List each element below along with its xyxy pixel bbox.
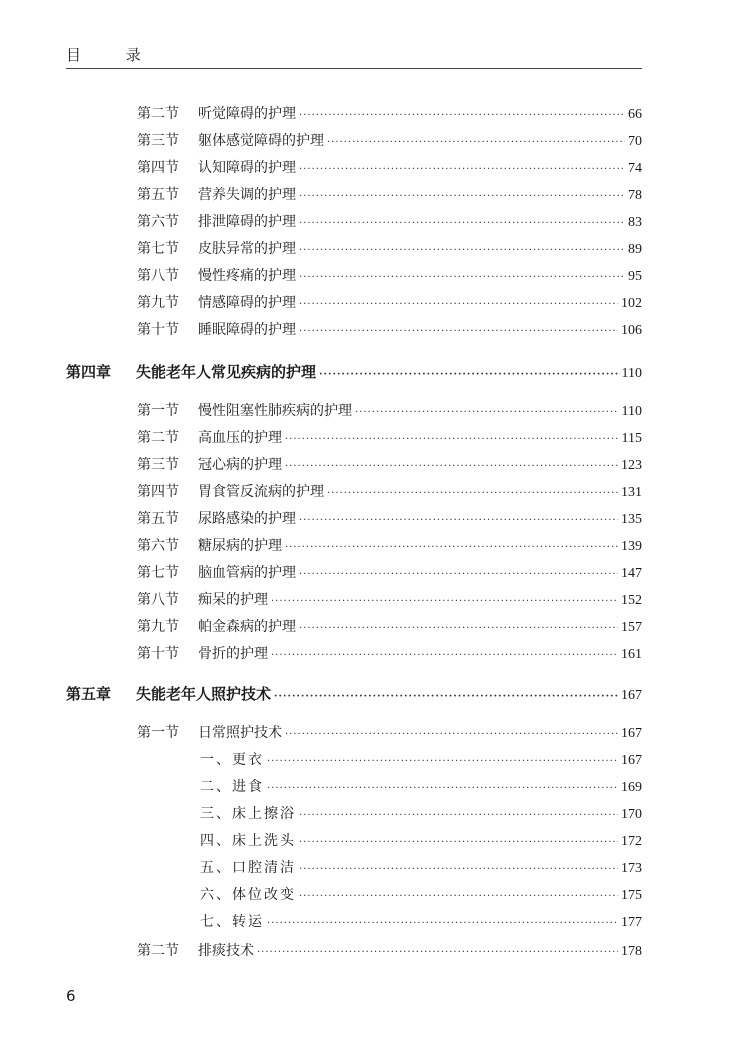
dot-leader: [271, 650, 618, 661]
entry-page-number: 123: [621, 458, 642, 473]
dot-leader: [355, 407, 619, 418]
entry-title: 七、转运: [200, 914, 264, 930]
entry-page-number: 70: [628, 134, 642, 149]
entry-title: 三、床上擦浴: [200, 806, 296, 822]
dot-leader: [299, 864, 618, 875]
entry-label: 第四章: [66, 363, 112, 381]
entry-label: 第七节: [137, 241, 179, 257]
entry-label: 第三节: [137, 457, 179, 473]
entry-page-number: 78: [628, 188, 642, 203]
entry-title: 四、床上洗头: [200, 833, 296, 849]
dot-leader: [299, 623, 618, 634]
dot-leader: [299, 164, 625, 175]
dot-leader: [257, 947, 618, 958]
toc-section-entry[interactable]: [137, 319, 642, 341]
entry-title: 躯体感觉障碍的护理: [198, 133, 324, 149]
entry-label: 第二节: [137, 106, 179, 122]
dot-leader: [299, 326, 618, 337]
dot-leader: [327, 488, 618, 499]
entry-title: 一、更衣: [200, 752, 264, 768]
dot-leader: [299, 299, 618, 310]
entry-page-number: 110: [621, 366, 642, 381]
entry-page-number: 106: [621, 323, 642, 338]
entry-label: 第五章: [66, 685, 112, 703]
toc-section-entry[interactable]: [137, 238, 642, 260]
toc-subsection-entry[interactable]: [200, 884, 642, 906]
entry-page-number: 66: [628, 107, 642, 122]
entry-page-number: 89: [628, 242, 642, 257]
entry-page-number: 152: [621, 593, 642, 608]
dot-leader: [285, 434, 619, 445]
toc-subsection-entry[interactable]: [200, 857, 642, 879]
toc-subsection-entry[interactable]: [200, 749, 642, 771]
dot-leader: [285, 542, 618, 553]
entry-title: 情感障碍的护理: [198, 295, 296, 311]
dot-leader: [299, 110, 625, 121]
entry-label: 第二节: [137, 430, 179, 446]
entry-label: 第九节: [137, 295, 179, 311]
toc-section-entry[interactable]: [137, 184, 642, 206]
toc-section-entry[interactable]: [137, 400, 642, 422]
entry-page-number: 161: [621, 647, 642, 662]
entry-page-number: 178: [621, 944, 642, 959]
entry-page-number: 167: [621, 726, 642, 741]
entry-page-number: 83: [628, 215, 642, 230]
entry-label: 第四节: [137, 160, 179, 176]
entry-label: 第十节: [137, 646, 179, 662]
toc-section-entry[interactable]: [137, 265, 642, 287]
entry-label: 第六节: [137, 214, 179, 230]
entry-page-number: 131: [621, 485, 642, 500]
dot-leader: [274, 691, 618, 702]
header-divider: [66, 68, 642, 69]
dot-leader: [299, 837, 618, 848]
entry-page-number: 167: [621, 753, 642, 768]
toc-section-entry[interactable]: [137, 157, 642, 179]
toc-section-entry[interactable]: [137, 481, 642, 503]
entry-label: 第四节: [137, 484, 179, 500]
toc-section-entry[interactable]: [137, 589, 642, 611]
entry-title: 皮肤异常的护理: [198, 241, 296, 257]
entry-title: 帕金森病的护理: [198, 619, 296, 635]
entry-label: 第三节: [137, 133, 179, 149]
entry-page-number: 135: [621, 512, 642, 527]
entry-title: 胃食管反流病的护理: [198, 484, 324, 500]
dot-leader: [299, 272, 625, 283]
entry-label: 第八节: [137, 268, 179, 284]
toc-section-entry[interactable]: [137, 940, 642, 962]
page-number: 6: [66, 987, 76, 1005]
entry-page-number: 110: [621, 404, 642, 419]
entry-title: 睡眠障碍的护理: [198, 322, 296, 338]
entry-page-number: 173: [621, 861, 642, 876]
entry-title: 失能老年人照护技术: [136, 685, 272, 703]
entry-label: 第十节: [137, 322, 179, 338]
dot-leader: [299, 245, 625, 256]
entry-title: 痴呆的护理: [198, 592, 268, 608]
toc-subsection-entry[interactable]: [200, 830, 642, 852]
toc-section-entry[interactable]: [137, 103, 642, 125]
entry-label: 第九节: [137, 619, 179, 635]
dot-leader: [327, 137, 625, 148]
toc-section-entry[interactable]: [137, 562, 642, 584]
dot-leader: [285, 461, 618, 472]
entry-page-number: 167: [621, 688, 642, 703]
toc-chapter-entry[interactable]: [66, 683, 642, 705]
toc-subsection-entry[interactable]: [200, 911, 642, 933]
toc-section-entry[interactable]: [137, 643, 642, 665]
entry-label: 第七节: [137, 565, 179, 581]
dot-leader: [267, 783, 618, 794]
toc-section-entry[interactable]: [137, 508, 642, 530]
toc-section-entry[interactable]: [137, 722, 642, 744]
entry-label: 第五节: [137, 511, 179, 527]
entry-page-number: 175: [621, 888, 642, 903]
entry-title: 认知障碍的护理: [198, 160, 296, 176]
entry-title: 排痰技术: [198, 943, 254, 959]
entry-label: 第六节: [137, 538, 179, 554]
toc-chapter-entry[interactable]: [66, 361, 642, 383]
entry-page-number: 115: [621, 431, 642, 446]
entry-title: 高血压的护理: [198, 430, 282, 446]
toc-section-entry[interactable]: [137, 211, 642, 233]
entry-title: 慢性疼痛的护理: [198, 268, 296, 284]
entry-title: 失能老年人常见疾病的护理: [136, 363, 317, 381]
entry-label: 第八节: [137, 592, 179, 608]
entry-page-number: 147: [621, 566, 642, 581]
dot-leader: [299, 515, 618, 526]
entry-title: 营养失调的护理: [198, 187, 296, 203]
dot-leader: [299, 218, 625, 229]
entry-page-number: 169: [621, 780, 642, 795]
dot-leader: [267, 756, 618, 767]
entry-title: 六、体位改变: [200, 887, 296, 903]
dot-leader: [299, 810, 618, 821]
toc-section-entry[interactable]: [137, 427, 642, 449]
entry-label: 第五节: [137, 187, 179, 203]
dot-leader: [271, 596, 618, 607]
dot-leader: [319, 369, 619, 380]
entry-title: 慢性阻塞性肺疾病的护理: [198, 403, 352, 419]
dot-leader: [299, 191, 625, 202]
entry-page-number: 170: [621, 807, 642, 822]
toc-section-entry[interactable]: [137, 616, 642, 638]
entry-page-number: 95: [628, 269, 642, 284]
toc-section-entry[interactable]: [137, 292, 642, 314]
entry-label: 第二节: [137, 943, 179, 959]
entry-title: 冠心病的护理: [198, 457, 282, 473]
toc-subsection-entry[interactable]: [200, 776, 642, 798]
toc-section-entry[interactable]: [137, 535, 642, 557]
dot-leader: [299, 569, 618, 580]
entry-label: 第一节: [137, 725, 179, 741]
entry-page-number: 139: [621, 539, 642, 554]
entry-page-number: 172: [621, 834, 642, 849]
entry-title: 糖尿病的护理: [198, 538, 282, 554]
entry-title: 尿路感染的护理: [198, 511, 296, 527]
entry-page-number: 74: [628, 161, 642, 176]
entry-title: 脑血管病的护理: [198, 565, 296, 581]
dot-leader: [267, 918, 618, 929]
toc-section-entry[interactable]: [137, 454, 642, 476]
entry-title: 骨折的护理: [198, 646, 268, 662]
entry-page-number: 102: [621, 296, 642, 311]
entry-title: 听觉障碍的护理: [198, 106, 296, 122]
dot-leader: [285, 729, 618, 740]
entry-title: 日常照护技术: [198, 725, 282, 741]
entry-page-number: 177: [621, 915, 642, 930]
toc-subsection-entry[interactable]: [200, 803, 642, 825]
page-header-title: 目 录: [66, 46, 161, 64]
entry-title: 二、进食: [200, 779, 264, 795]
entry-label: 第一节: [137, 403, 179, 419]
dot-leader: [299, 891, 618, 902]
entry-page-number: 157: [621, 620, 642, 635]
entry-title: 排泄障碍的护理: [198, 214, 296, 230]
entry-title: 五、口腔清洁: [200, 860, 296, 876]
toc-section-entry[interactable]: [137, 130, 642, 152]
